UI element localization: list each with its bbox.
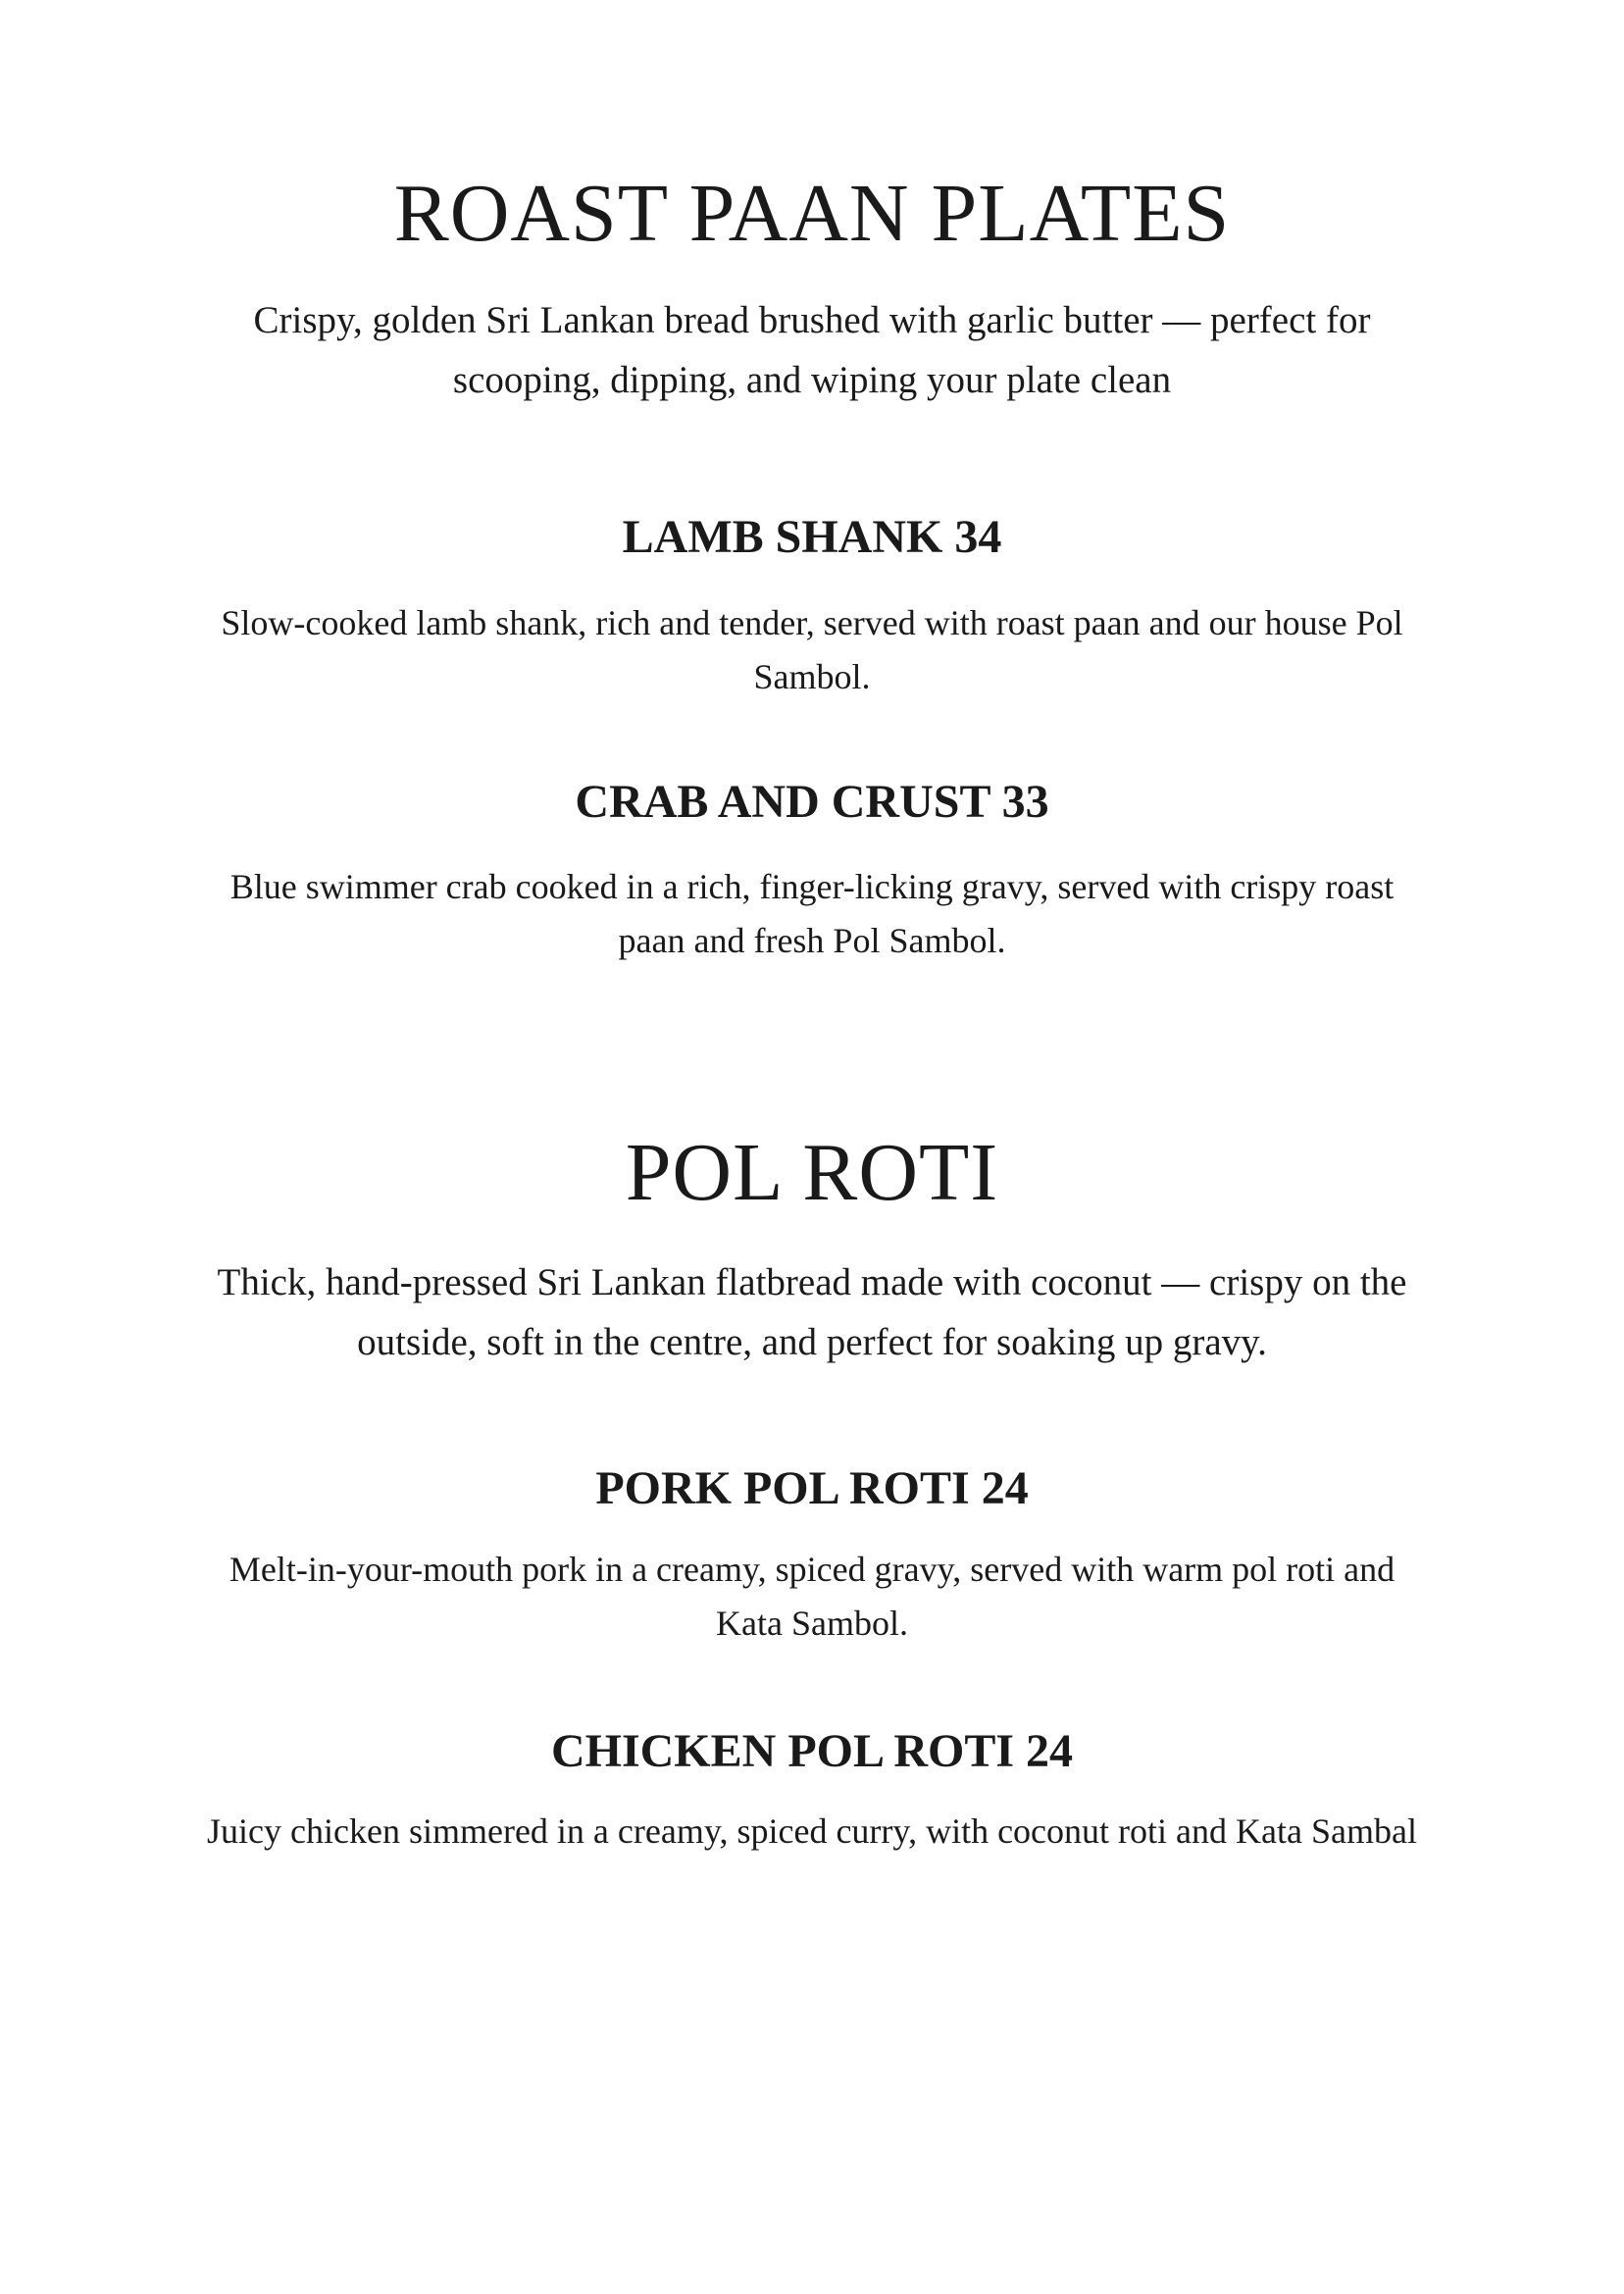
menu-item-title: CRAB AND CRUST 33 xyxy=(575,776,1049,828)
menu-item-title: PORK POL ROTI 24 xyxy=(595,1462,1029,1514)
menu-item-chicken-pol-roti-desc xyxy=(196,1805,1428,1859)
menu-item-description: Juicy chicken simmered in a creamy, spiced curry, with coconut roti and Kata Sambal xyxy=(207,1811,1417,1851)
section-description-text: Crispy, golden Sri Lankan bread brushed with garlic butter — perfect for scooping, dipping, and wiping your plate clean xyxy=(253,299,1371,401)
menu-item-chicken-pol-roti xyxy=(196,1724,1428,1779)
section-description-text: Thick, hand-pressed Sri Lankan flatbread made with coconut — crispy on the outside, soft in the centre, and perfect for soaking up gravy. xyxy=(217,1261,1407,1363)
menu-item-pork-pol-roti xyxy=(196,1461,1428,1516)
menu-item-title: LAMB SHANK 34 xyxy=(622,511,1002,563)
menu-item-description: Blue swimmer crab cooked in a rich, finger-licking gravy, served with crispy roast paan and fresh Pol Sambol. xyxy=(229,867,1395,960)
menu-item-lamb-shank-desc xyxy=(196,596,1428,704)
menu-item-pork-pol-roti-desc xyxy=(196,1543,1428,1651)
menu-item-crab-and-crust-desc xyxy=(196,860,1428,968)
section-roast-paan-plates xyxy=(196,167,1428,261)
menu-item-crab-and-crust xyxy=(196,775,1428,830)
section-title: POL ROTI xyxy=(625,1127,999,1218)
menu-item-title: CHICKEN POL ROTI 24 xyxy=(550,1725,1074,1777)
section-description xyxy=(196,290,1428,410)
menu-item-lamb-shank xyxy=(196,510,1428,565)
section-title: ROAST PAAN PLATES xyxy=(393,168,1231,259)
menu-item-description: Slow-cooked lamb shank, rich and tender, served with roast paan and our house Pol Sambol. xyxy=(221,603,1403,696)
section-pol-roti xyxy=(196,1126,1428,1220)
section-description xyxy=(196,1252,1428,1372)
menu-item-description: Melt-in-your-mouth pork in a creamy, spiced gravy, served with warm pol roti and Kata Sambol. xyxy=(228,1550,1396,1643)
